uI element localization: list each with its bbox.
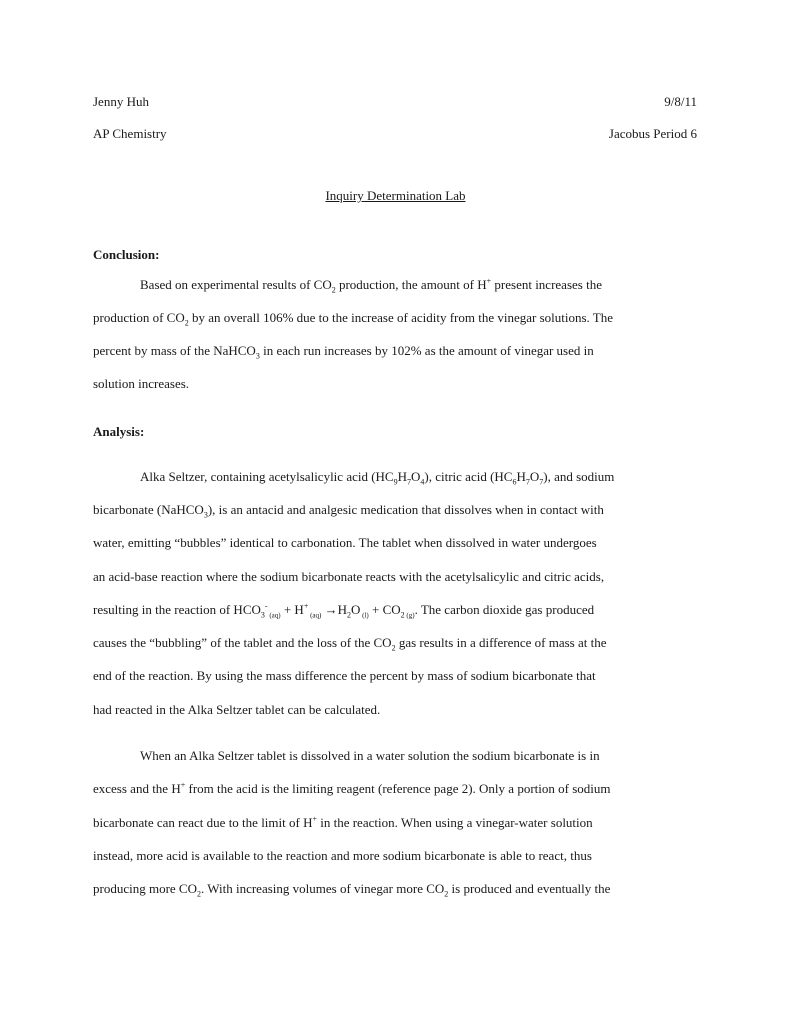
date: 9/8/11 — [664, 94, 697, 109]
conclusion-heading: Conclusion: — [93, 247, 160, 262]
conclusion-line-3: percent by mass of the NaHCO$_3$ in each run increases by 102% as the amount of vinegar used in — [93, 343, 594, 361]
analysis-p2-line-4: instead, more acid is available to the reaction and more sodium bicarbonate is able to react, thus — [93, 848, 592, 863]
analysis-p1-line-4: an acid-base reaction where the sodium bicarbonate reacts with the acetylsalicylic and citric acids, — [93, 569, 605, 584]
conclusion-line-1: Based on experimental results of $CO_2$ production, the amount of H+ present increases the — [140, 276, 602, 295]
analysis-p2-line-5: producing more $CO_2$. With increasing volumes of vinegar more $CO_2$ is produced and eventually the — [93, 881, 611, 899]
conclusion-line-2: production of $CO_2$ by an overall 106% due to the increase of acidity from the vinegar solutions. The — [93, 310, 614, 328]
analysis-p2-line-3: bicarbonate can react due to the limit of H+ in the reaction. When using a vinegar-water solution — [93, 814, 593, 830]
analysis-p1-line-8: had reacted in the Alka Seltzer tablet can be calculated. — [93, 702, 381, 717]
analysis-p1-line-1: Alka Seltzer, containing acetylsalicylic acid $(HC_9H_7O_4)$, citric acid $(HC_6H_7O_7)$, and sodium — [140, 469, 615, 487]
conclusion-line-4: solution increases. — [93, 376, 190, 391]
analysis-p1-line-3: water, emitting “bubbles” identical to carbonation. The tablet when dissolved in water undergoes — [93, 535, 597, 550]
analysis-heading: Analysis: — [93, 424, 145, 439]
analysis-p1-line-5: resulting in the reaction of $HCO_3^-$ $_{(aq)}$ + H+ $_{(aq)} \to H_2O$ $_{(l)} + CO_2$ $_{(g)}$. The carbon dioxide gas produced — [93, 601, 595, 620]
analysis-p1-line-6: causes the “bubbling” of the tablet and the loss of the $CO_2$ gas results in a difference of mass at the — [93, 635, 607, 653]
analysis-p1-line-2: bicarbonate (NaHCO$_3$), is an antacid and analgesic medication that dissolves when in contact with — [93, 502, 604, 520]
analysis-p2-line-1: When an Alka Seltzer tablet is dissolved in a water solution the sodium bicarbonate is in — [140, 748, 600, 763]
analysis-p1-line-7: end of the reaction. By using the mass difference the percent by mass of sodium bicarbonate that — [93, 668, 596, 683]
document-title: Inquiry Determination Lab — [325, 188, 466, 203]
author-name: Jenny Huh — [93, 94, 149, 109]
course-name: AP Chemistry — [93, 126, 167, 141]
teacher-period: Jacobus Period 6 — [608, 126, 697, 141]
analysis-p2-line-2: excess and the H+ from the acid is the limiting reagent (reference page 2). Only a portion of sodium — [93, 780, 611, 796]
